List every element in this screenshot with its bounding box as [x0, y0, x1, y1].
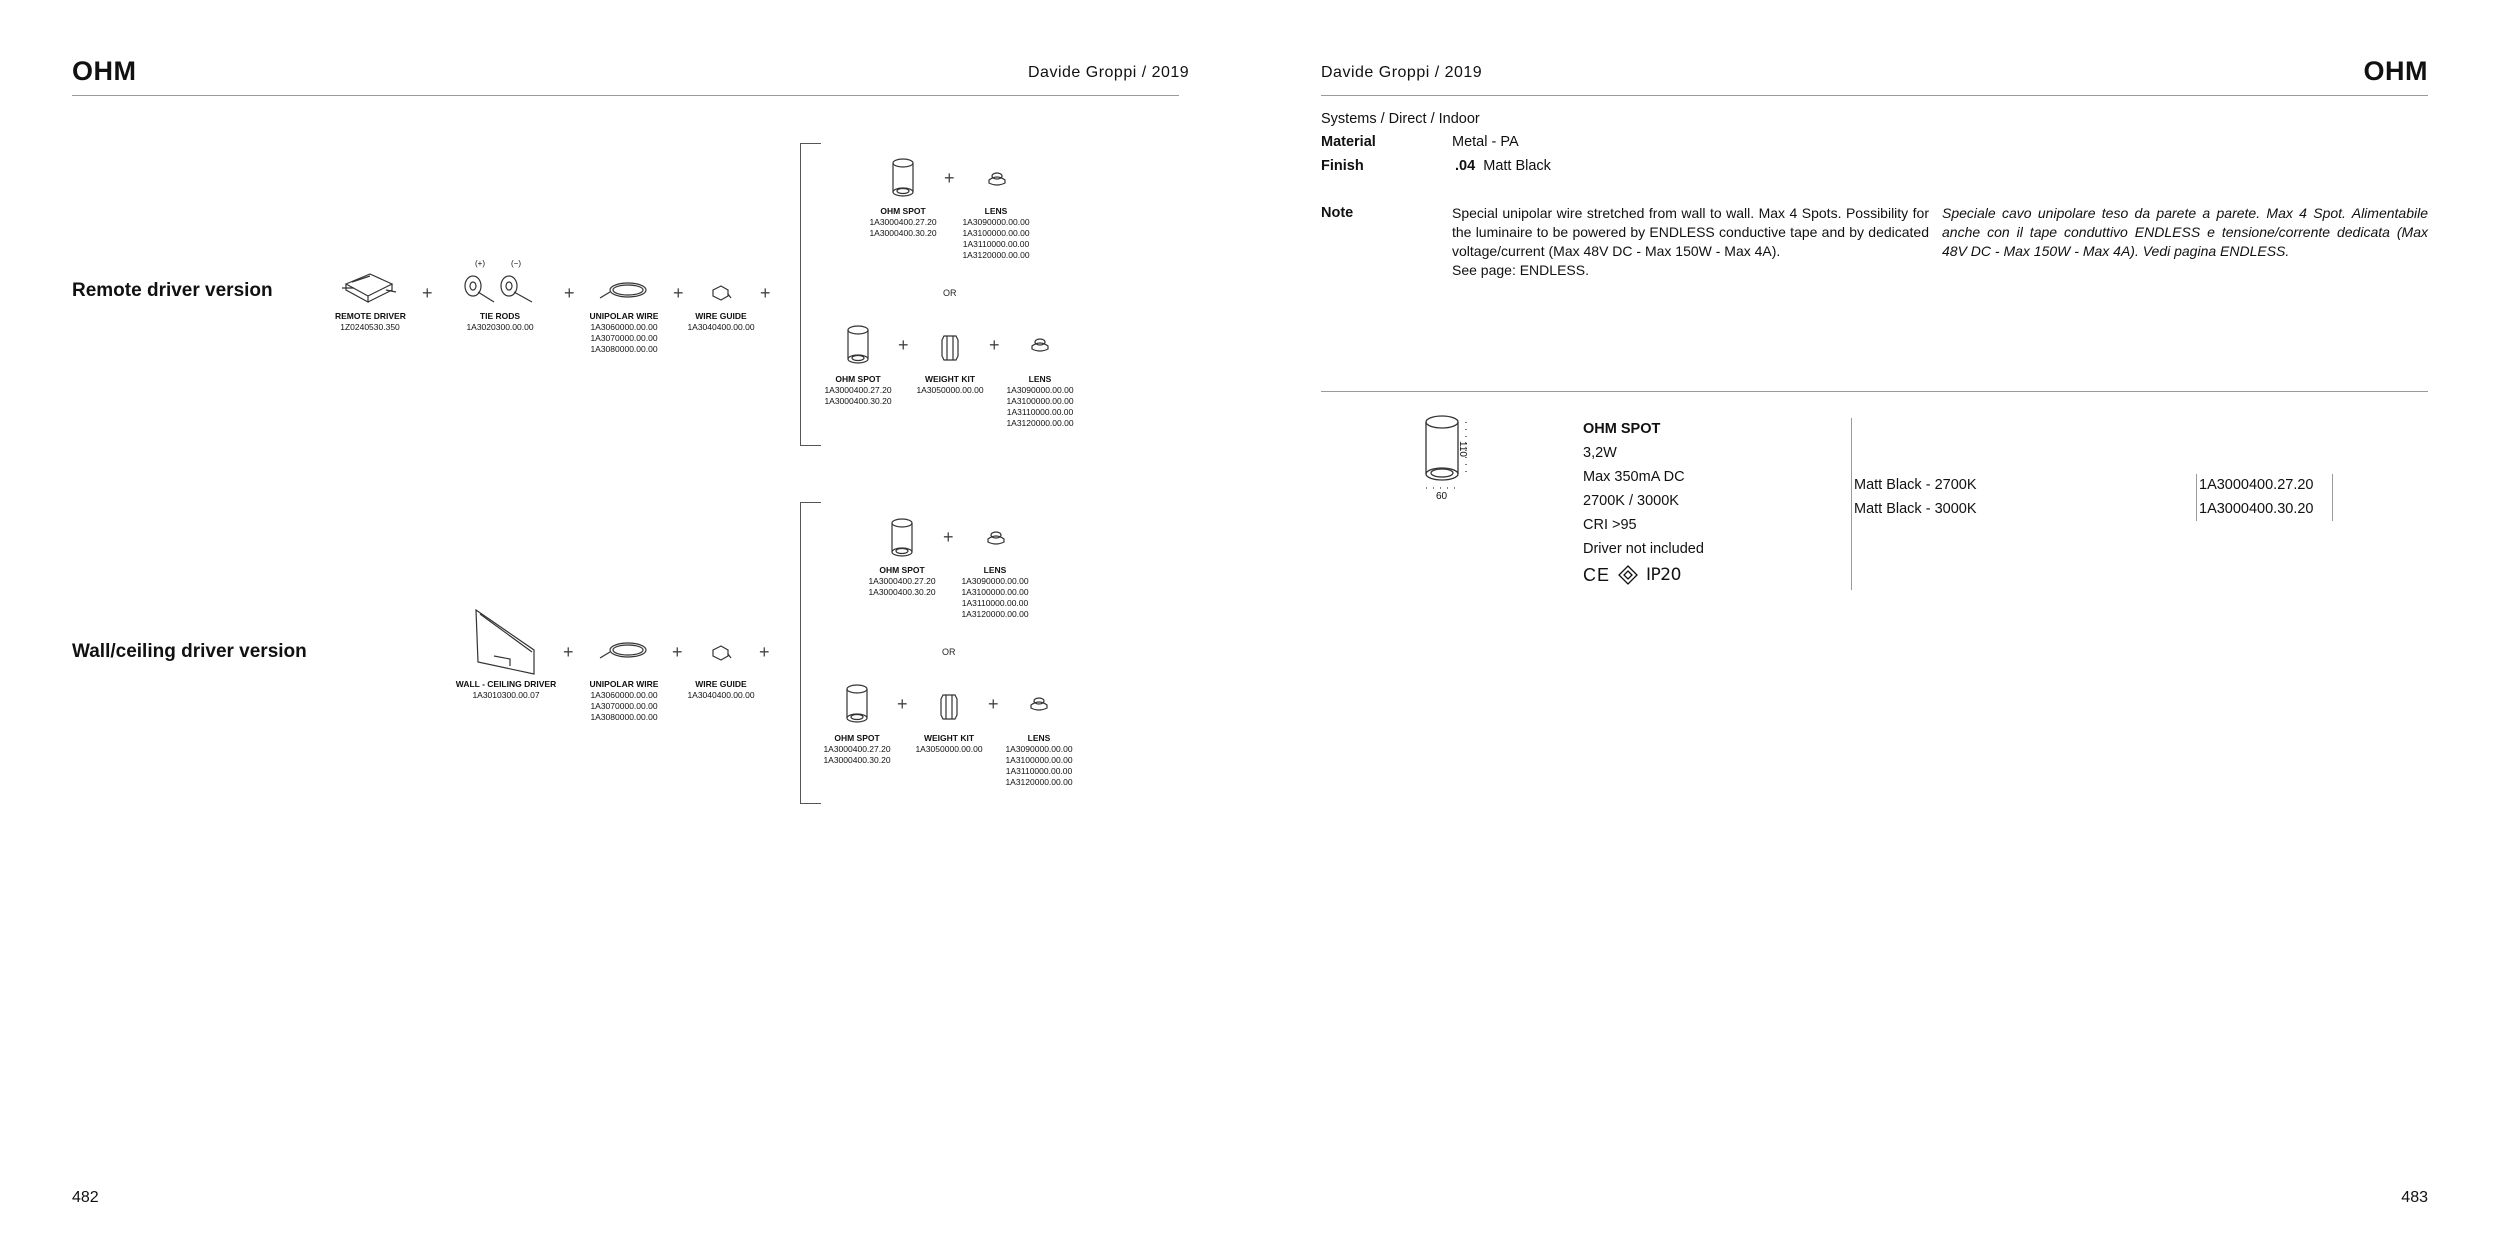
right-header-rule	[1321, 95, 2428, 96]
variant-code-divider	[2196, 474, 2197, 521]
unipolar-wire-icon	[598, 640, 650, 662]
wall-ceiling-driver-caption: WALL - CEILING DRIVER 1A3010300.00.07	[455, 679, 557, 700]
plus-sign: +	[988, 694, 999, 714]
note-english	[1452, 204, 1929, 280]
material-value: Metal - PA	[1452, 134, 1519, 150]
tie-rod-plus-mark: (+)	[475, 259, 485, 268]
variant-code: 1A3000400.30.20	[2199, 501, 2314, 517]
spec-current: Max 350mA DC	[1583, 469, 1685, 485]
or-separator: OR	[942, 647, 956, 657]
ip20-mark: IP20	[1646, 565, 1681, 585]
ce-mark: CE	[1583, 565, 1611, 585]
ohm-spot-caption: OHM SPOT 1A3000400.27.20 1A3000400.30.20	[824, 374, 892, 406]
spec-cri: CRI >95	[1583, 517, 1637, 533]
variant-end-divider	[2332, 474, 2333, 521]
tie-rod-minus-mark: (−)	[511, 259, 521, 268]
ohm-spot-caption: OHM SPOT 1A3000400.27.20 1A3000400.30.20	[869, 206, 937, 238]
double-insulation-icon	[1618, 565, 1638, 585]
category-path: Systems / Direct / Indoor	[1321, 111, 1480, 127]
finish-code: .04	[1455, 158, 1476, 174]
finish-label: Finish	[1321, 158, 1364, 174]
lens-caption: LENS 1A3090000.00.00 1A3100000.00.00 1A3110000.00.00 1A3120000.00.00	[962, 206, 1030, 260]
weight-kit-caption: WEIGHT KIT 1A3050000.00.00	[915, 733, 983, 754]
ohm-spot-dimension-drawing	[1418, 414, 1478, 506]
ohm-spot-icon	[845, 684, 869, 724]
plus-sign: +	[672, 642, 683, 662]
weight-kit-icon	[940, 332, 960, 362]
lens-caption: LENS 1A3090000.00.00 1A3100000.00.00 1A3110000.00.00 1A3120000.00.00	[1006, 374, 1074, 428]
left-page-number: 482	[72, 1189, 99, 1206]
unipolar-wire-icon	[598, 280, 650, 302]
wall-ceiling-driver-icon	[474, 608, 538, 676]
ohm-spot-icon	[891, 158, 915, 198]
dimension-height: 110	[1457, 441, 1468, 457]
lens-icon	[1030, 336, 1050, 354]
product-specs	[1583, 417, 1783, 587]
plus-sign: +	[898, 335, 909, 355]
dimension-width: 60	[1436, 491, 1448, 502]
variant-code: 1A3000400.27.20	[2199, 477, 2314, 493]
plus-sign: +	[944, 168, 955, 188]
plus-sign: +	[897, 694, 908, 714]
note-english-see-page: See page: ENDLESS.	[1452, 262, 1589, 278]
right-author-year: Davide Groppi / 2019	[1321, 64, 1483, 81]
left-header-rule	[72, 95, 1179, 96]
right-page-title: OHM	[2363, 56, 2428, 86]
remote-driver-caption: REMOTE DRIVER 1Z0240530.350	[335, 311, 406, 332]
finish-name: Matt Black	[1483, 158, 1551, 174]
unipolar-wire-caption: UNIPOLAR WIRE 1A3060000.00.00 1A3070000.00.00 1A3080000.00.00	[589, 679, 659, 722]
plus-sign: +	[943, 527, 954, 547]
wire-guide-caption: WIRE GUIDE 1A3040400.00.00	[687, 311, 755, 332]
spec-driver: Driver not included	[1583, 541, 1704, 557]
plus-sign: +	[760, 283, 771, 303]
plus-sign: +	[759, 642, 770, 662]
variant-name: Matt Black - 3000K	[1854, 501, 1977, 517]
left-page-title: OHM	[72, 56, 137, 86]
ohm-spot-icon	[890, 518, 914, 558]
remote-driver-icon	[340, 266, 398, 306]
lens-icon	[987, 170, 1007, 188]
plus-sign: +	[564, 283, 575, 303]
note-italian: Speciale cavo unipolare teso da parete a parete. Max 4 Spot. Alimentabile anche con il tape conduttivo ENDLESS e tensione/corrente dedicata (Max 48V DC - Max 150W - Max 4A). Vedi pagina ENDLESS.	[1942, 205, 2428, 259]
lens-icon	[1029, 695, 1049, 713]
lens-icon	[986, 529, 1006, 547]
unipolar-wire-caption: UNIPOLAR WIRE 1A3060000.00.00 1A3070000.00.00 1A3080000.00.00	[589, 311, 659, 354]
left-author-year: Davide Groppi / 2019	[1028, 64, 1190, 81]
finish-value	[1455, 158, 1551, 174]
ohm-spot-icon	[846, 325, 870, 365]
plus-sign: +	[673, 283, 684, 303]
spec-power: 3,2W	[1583, 445, 1617, 461]
spec-cct: 2700K / 3000K	[1583, 493, 1679, 509]
material-label: Material	[1321, 134, 1376, 150]
ohm-spot-caption: OHM SPOT 1A3000400.27.20 1A3000400.30.20	[868, 565, 936, 597]
lens-caption: LENS 1A3090000.00.00 1A3100000.00.00 1A3110000.00.00 1A3120000.00.00	[961, 565, 1029, 619]
tie-rods-caption: TIE RODS 1A3020300.00.00	[466, 311, 534, 332]
weight-kit-icon	[939, 691, 959, 721]
note-label: Note	[1321, 205, 1354, 221]
wire-guide-icon	[710, 284, 732, 304]
certifications	[1583, 563, 1783, 587]
tie-rods-icon	[460, 270, 540, 306]
section-divider	[1321, 391, 2428, 392]
wall-driver-section-label: Wall/ceiling driver version	[72, 641, 307, 662]
plus-sign: +	[422, 283, 433, 303]
or-separator: OR	[943, 288, 957, 298]
note-english-text: Special unipolar wire stretched from wall to wall. Max 4 Spots. Possibility for the luminaire to be powered by ENDLESS conductive tape and by dedicated voltage/current (Max 48V DC - Max 150W - Max 4A).	[1452, 205, 1929, 259]
right-page-number: 483	[2401, 1189, 2428, 1206]
plus-sign: +	[563, 642, 574, 662]
product-name: OHM SPOT	[1583, 421, 1661, 437]
weight-kit-caption: WEIGHT KIT 1A3050000.00.00	[916, 374, 984, 395]
ohm-spot-caption: OHM SPOT 1A3000400.27.20 1A3000400.30.20	[823, 733, 891, 765]
variant-name: Matt Black - 2700K	[1854, 477, 1977, 493]
wire-guide-caption: WIRE GUIDE 1A3040400.00.00	[687, 679, 755, 700]
plus-sign: +	[989, 335, 1000, 355]
specs-divider	[1851, 418, 1852, 590]
wire-guide-icon	[710, 644, 732, 664]
lens-caption: LENS 1A3090000.00.00 1A3100000.00.00 1A3110000.00.00 1A3120000.00.00	[1005, 733, 1073, 787]
remote-driver-section-label: Remote driver version	[72, 280, 273, 301]
